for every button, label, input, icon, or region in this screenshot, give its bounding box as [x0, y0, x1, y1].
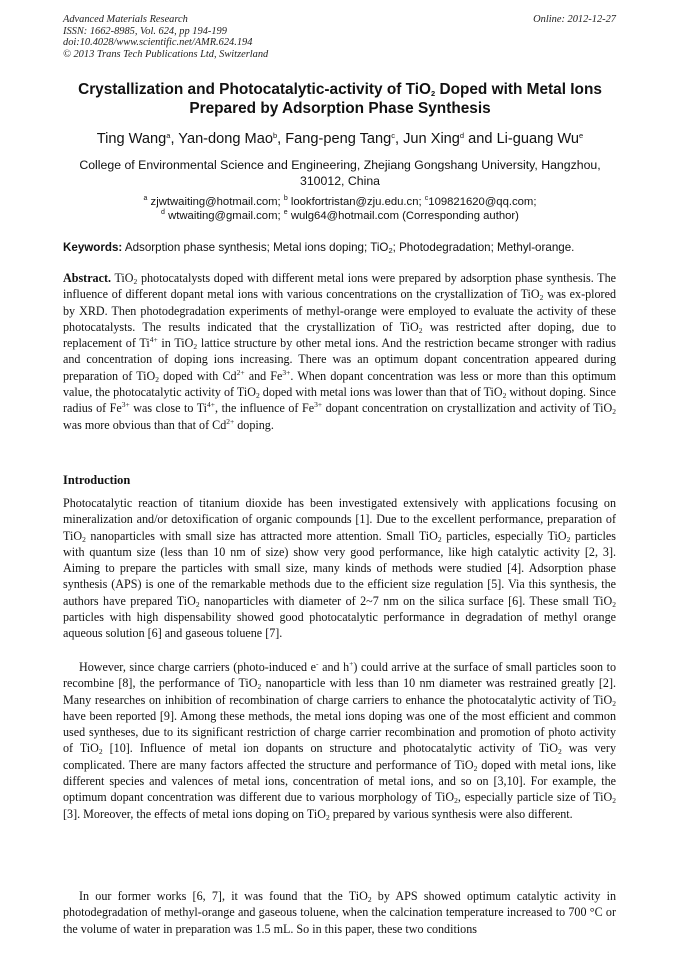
journal-copyright: © 2013 Trans Tech Publications Ltd, Switzerland [63, 48, 269, 60]
intro-paragraph-2: However, since charge carriers (photo-induced e- and h+) could arrive at the surface of small particles soon to recombine [8], the performance of TiO$_2$ nanoparticle with less than 10 nm diameter was restrained greatly [2]. Many researches on inhibition of recombination of charge carriers to enhance the photocatalytic activity of TiO$_2$ have been reported [9]. Among these methods, the metal ions doping was one of the most efficient and common used syntheses, due to its significant restriction of charge carrier recombination and promotion of photo activity of TiO$_2$ [10]. Influence of metal ion dopants on structure and photocatalytic activity of TiO$_2$ was very complicated. There are many factors affected the structure and performance of TiO$_2$ doped with metal ions, like different species and valences of metal ions, concentration of metal ions, and so on [3,10]. For example, the optimum dopant concentration was different due to various morphology of TiO$_2$, especially particle size of TiO$_2$ [3]. Moreover, the effects of metal ions doping on TiO$_2$ prepared by various synthesis were also different. [63, 659, 617, 822]
email-link[interactable]: lookfortristan@zju.edu.cn; [287, 196, 425, 208]
keywords: Keywords: Adsorption phase synthesis; Metal ions doping; TiO$_2$; Photodegradation; Methyl-orange. [63, 241, 575, 255]
author-name: Ting Wang [96, 131, 167, 147]
author-name: Jun Xing [403, 131, 460, 147]
paper-title: Crystallization and Photocatalytic-activity of TiO$_2$ Doped with Metal Ions Prepared by Adsorption Phase Synthesis [78, 81, 602, 117]
journal-issn: ISSN: 1662-8985, Vol. 624, pp 194-199 [63, 25, 227, 37]
author-list: Ting Wang$^a$, Yan-dong Mao$^b$, Fang-peng Tang$^c$, Jun Xing$^d$ and Li-guang Wu$^e$ [96, 131, 584, 147]
journal-name: Advanced Materials Research [63, 14, 188, 25]
intro-paragraph-1: Photocatalytic reaction of titanium dioxide has been investigated extensively with applications focusing on mineralization and/or detoxification of organic compounds [1]. Due to the excellent performance, preparation of TiO$_2$ nanoparticles with small size has attracted more attention. Small TiO$_2$ particles, especially TiO$_2$ particles with quantum size (less than 10 nm of size) show very good performance, like high catalytic activity [2, 3]. Aiming to prepare the particles with small size, many kinds of methods were studied [4]. Adsorption phase synthesis (APS) is one of the remarkable methods due to the efficient size regulation [5]. Via this synthesis, the authors have prepared TiO$_2$ nanoparticles with diameter of 2~7 nm on the silica surface [6]. These small TiO$_2$ particles with high dispensability showed good photocatalytic performance in degradation of methyl orange aqueous solution [6] and gaseous toluene [7]. [63, 496, 616, 641]
author-name: Li-guang Wu [496, 131, 580, 147]
author-name: Fang-peng Tang [285, 131, 392, 147]
author-name: Yan-dong Mao [178, 131, 273, 147]
email-link[interactable]: wulg64@hotmail.com (Corresponding author) [287, 210, 519, 222]
keywords-label: Keywords: [63, 241, 123, 254]
email-link[interactable]: wtwaiting@gmail.com; [164, 210, 284, 222]
email-list: $^a$ zjwtwaiting@hotmail.com; $^b$ lookfortristan@zju.edu.cn; $^c$109821620@qq.com; $^d$ wtwaiting@gmail.com; $^e$ wulg64@hotmail.com (Corresponding author) [143, 195, 537, 222]
affiliation: College of Environmental Science and Engineering, Zhejiang Gongshang University, Hangzhou, 310012, China [79, 158, 601, 188]
email-link[interactable]: zjwtwaiting@hotmail.com; [147, 196, 284, 208]
journal-doi: doi:10.4028/www.scientific.net/AMR.624.194 [63, 37, 253, 49]
abstract-label: Abstract. [63, 271, 112, 285]
section-heading-introduction: Introduction [63, 473, 131, 487]
intro-paragraph-3: In our former works [6, 7], it was found that the TiO$_2$ by APS showed optimum catalytic activity in photodegradation of methyl-orange and gaseous toluene, when the calcination temperature increased to 700 °C or the volume of water in preparation was 1.5 mL. So in this paper, these two conditions [63, 889, 616, 936]
online-date: Online: 2012-12-27 [533, 14, 616, 25]
email-link[interactable]: 109821620@qq.com; [428, 196, 537, 208]
abstract: Abstract. TiO$_2$ photocatalysts doped with different metal ions were prepared by adsorption phase synthesis. The influence of different dopant metal ions with various concentrations on the crystallization of TiO$_2$ was ex-plored by XRD. Then photodegradation experiments of methyl-orange were employed to evaluate the activity of these photocatalysts. The results indicated that the crystallization of TiO$_2$ was restricted after doping, due to replacement of $Ti^{4+}$ in TiO$_2$ lattice structure by other metal ions. And the restriction became stronger with radius and concentration of doping ions increasing. There was an optimum dopant concentration appeared during preparation of TiO$_2$ doped with $Cd^{2+}$ and $Fe^{3+}$. When dopant concentration was less or more than this optimum value, the photocatalytic activity of TiO$_2$ doped with metal ions was lower than that of TiO$_2$ without doping. Since radius of $Fe^{3+}$ was close to $Ti^{4+}$, the influence of $Fe^{3+}$ dopant concentration on crystallization and activity of TiO$_2$ was more obvious than that of $Cd^{2+}$ doping. [63, 271, 617, 432]
journal-header [63, 14, 268, 60]
